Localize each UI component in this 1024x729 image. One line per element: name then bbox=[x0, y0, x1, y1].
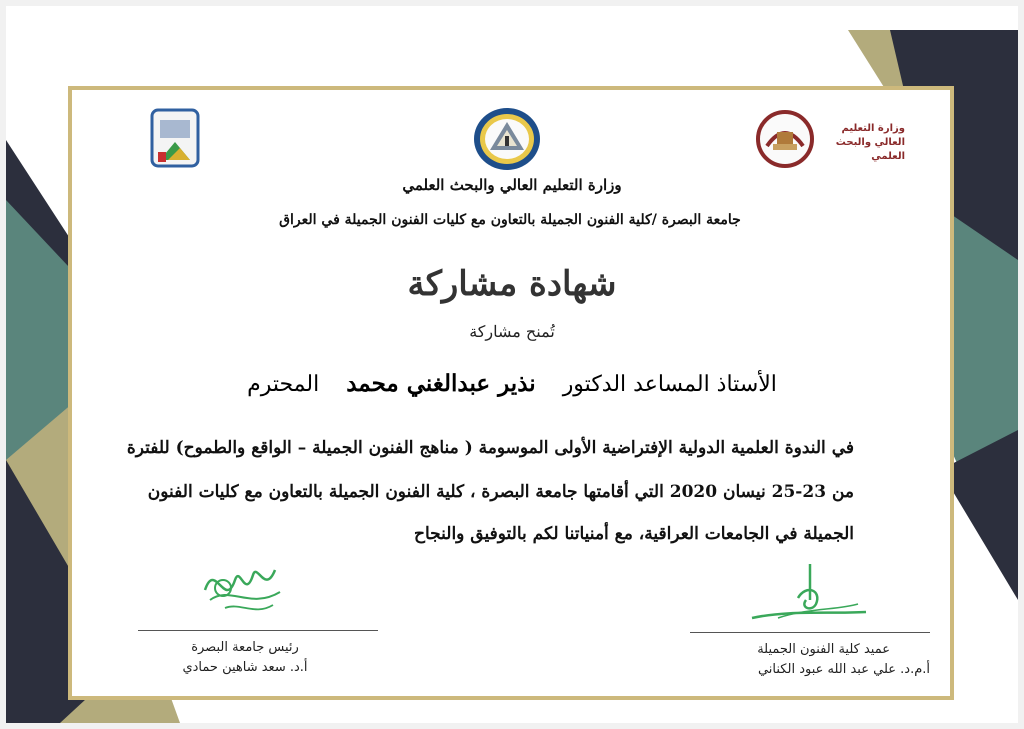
dean-signature bbox=[748, 560, 868, 626]
ministry-of-higher-education-logo bbox=[755, 110, 905, 168]
ministry-heading: وزارة التعليم العالي والبحث العلمي bbox=[402, 176, 622, 194]
given-to-label: تُمنح مشاركة bbox=[469, 322, 555, 341]
recipient-honorific: المحترم bbox=[247, 372, 320, 397]
body-line-2: من 23-25 نيسان 2020 التي أقامتها جامعة البصرة ، كلية الفنون الجميلة بالتعاون مع كليات الفنون bbox=[147, 482, 854, 502]
dean-role: عميد كلية الفنون الجميلة bbox=[757, 642, 890, 657]
president-signature bbox=[195, 550, 290, 620]
body-line-3: الجميلة في الجامعات العراقية، مع أمنياتنا لكم بالتوفيق والنجاح bbox=[414, 524, 854, 544]
president-signature-line bbox=[138, 630, 378, 631]
president-name: أ.د. سعد شاهين حمادي bbox=[182, 660, 308, 675]
dean-name: أ.م.د. علي عبد الله عبود الكناني bbox=[757, 662, 930, 677]
university-of-basrah-seal bbox=[472, 106, 542, 172]
certificate-title: شهادة مشاركة bbox=[407, 264, 617, 304]
ministry-logo-text: وزارة التعليم العالي والبحث العلمي bbox=[835, 123, 905, 162]
dean-signature-line bbox=[690, 632, 930, 633]
recipient-row bbox=[0, 370, 1024, 397]
organizer-subtitle: جامعة البصرة /كلية الفنون الجميلة بالتعاون مع كليات الفنون الجميلة في العراق bbox=[279, 212, 741, 228]
college-of-fine-arts-logo bbox=[150, 108, 200, 168]
recipient-title: الأستاذ المساعد الدكتور bbox=[562, 372, 777, 397]
president-role: رئيس جامعة البصرة bbox=[191, 640, 299, 655]
body-line-1: في الندوة العلمية الدولية الإفتراضية الأولى الموسومة ( مناهج الفنون الجميلة – الواقع والطموح) للفترة bbox=[126, 438, 854, 458]
recipient-name: نذير عبدالغني محمد bbox=[346, 370, 536, 397]
